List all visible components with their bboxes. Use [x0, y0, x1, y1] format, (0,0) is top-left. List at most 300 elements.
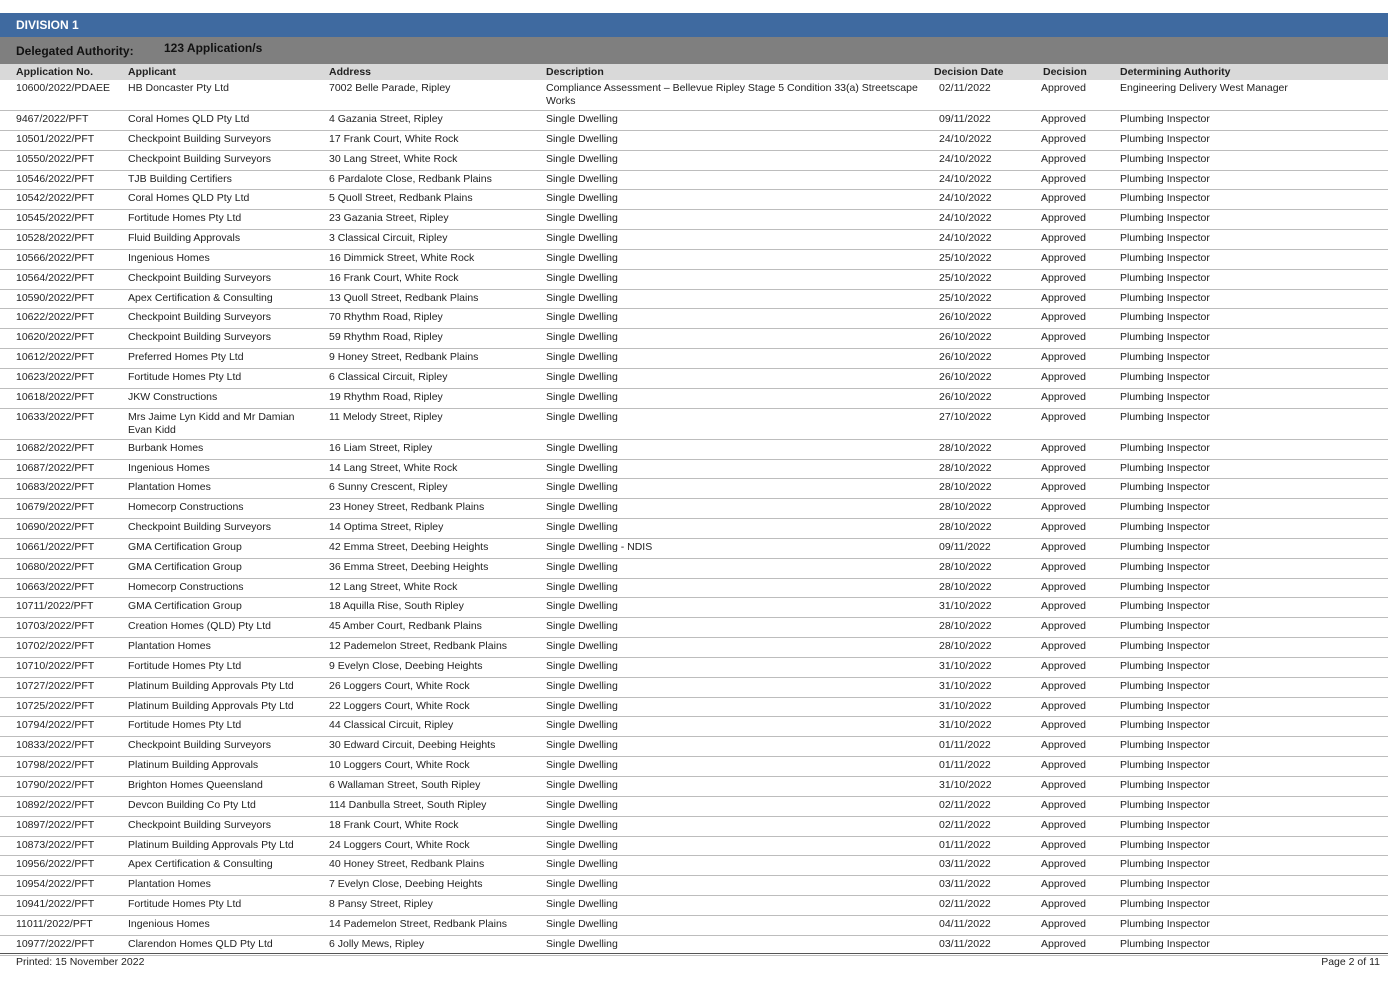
cell-application-no: 10663/2022/PFT: [16, 580, 95, 593]
cell-determining-authority: Plumbing Inspector: [1120, 192, 1210, 205]
cell-applicant: JKW Constructions: [128, 390, 218, 403]
cell-decision-date: 24/10/2022: [939, 212, 992, 225]
cell-determining-authority: Plumbing Inspector: [1120, 311, 1210, 324]
cell-decision-date: 28/10/2022: [939, 521, 992, 534]
cell-applicant: Fortitude Homes Pty Ltd: [128, 898, 242, 911]
cell-determining-authority: Plumbing Inspector: [1120, 898, 1210, 911]
cell-determining-authority: Plumbing Inspector: [1120, 540, 1210, 553]
cell-decision-date: 25/10/2022: [939, 271, 992, 284]
cell-decision: Approved: [1041, 192, 1086, 205]
cell-address: 19 Rhythm Road, Ripley: [329, 390, 443, 403]
cell-address: 40 Honey Street, Redbank Plains: [329, 858, 485, 871]
cell-applicant: Ingenious Homes: [128, 461, 210, 474]
cell-decision: Approved: [1041, 410, 1086, 423]
applications-table: [0, 80, 1388, 956]
cell-decision-date: 31/10/2022: [939, 719, 992, 732]
cell-determining-authority: Plumbing Inspector: [1120, 818, 1210, 831]
authority-header: [0, 37, 1388, 64]
cell-description: Single Dwelling: [546, 172, 618, 185]
cell-applicant: Checkpoint Building Surveyors: [128, 818, 271, 831]
table-row: [0, 916, 1388, 936]
cell-address: 22 Loggers Court, White Rock: [329, 699, 470, 712]
cell-decision-date: 09/11/2022: [939, 113, 991, 125]
cell-determining-authority: Plumbing Inspector: [1120, 699, 1210, 712]
cell-applicant: Checkpoint Building Surveyors: [128, 271, 271, 284]
cell-determining-authority: Plumbing Inspector: [1120, 291, 1210, 304]
cell-application-no: 10550/2022/PFT: [16, 152, 95, 165]
cell-description: Single Dwelling: [546, 600, 618, 613]
cell-application-no: 10790/2022/PFT: [16, 779, 95, 791]
table-row: [0, 171, 1388, 191]
cell-description: Single Dwelling: [546, 132, 618, 145]
cell-decision-date: 28/10/2022: [939, 640, 992, 653]
cell-determining-authority: Plumbing Inspector: [1120, 521, 1210, 534]
cell-description: Single Dwelling: [546, 271, 618, 284]
cell-description: Single Dwelling: [546, 779, 618, 791]
cell-applicant: Checkpoint Building Surveyors: [128, 311, 271, 324]
table-row: [0, 638, 1388, 658]
cell-determining-authority: Plumbing Inspector: [1120, 937, 1210, 950]
cell-determining-authority: Engineering Delivery West Manager: [1120, 82, 1288, 94]
table-row: [0, 797, 1388, 817]
cell-address: 7002 Belle Parade, Ripley: [329, 82, 451, 94]
cell-applicant: Clarendon Homes QLD Pty Ltd: [128, 937, 273, 950]
cell-decision: Approved: [1041, 441, 1086, 454]
cell-address: 26 Loggers Court, White Rock: [329, 679, 470, 692]
cell-determining-authority: Plumbing Inspector: [1120, 759, 1210, 772]
cell-determining-authority: Plumbing Inspector: [1120, 152, 1210, 165]
cell-decision: Approved: [1041, 560, 1086, 573]
table-row: [0, 876, 1388, 896]
cell-decision: Approved: [1041, 659, 1086, 672]
cell-address: 9 Evelyn Close, Deebing Heights: [329, 659, 483, 672]
cell-applicant: Homecorp Constructions: [128, 501, 244, 514]
cell-address: 4 Gazania Street, Ripley: [329, 113, 443, 125]
cell-application-no: 10623/2022/PFT: [16, 370, 95, 383]
cell-application-no: 10564/2022/PFT: [16, 271, 95, 284]
cell-description: Single Dwelling: [546, 560, 618, 573]
table-row: [0, 250, 1388, 270]
page-footer: [0, 953, 1388, 972]
cell-application-no: 10702/2022/PFT: [16, 640, 95, 653]
cell-decision-date: 24/10/2022: [939, 192, 992, 205]
cell-applicant: Platinum Building Approvals Pty Ltd: [128, 679, 294, 692]
cell-decision-date: 24/10/2022: [939, 132, 992, 145]
table-row: [0, 618, 1388, 638]
table-row: [0, 329, 1388, 349]
cell-decision-date: 02/11/2022: [939, 818, 991, 831]
table-row: [0, 479, 1388, 499]
cell-decision-date: 03/11/2022: [939, 878, 991, 891]
cell-description: Single Dwelling: [546, 739, 618, 752]
cell-description: Single Dwelling: [546, 311, 618, 324]
cell-applicant: Ingenious Homes: [128, 917, 210, 930]
cell-decision: Approved: [1041, 251, 1086, 264]
cell-description: Single Dwelling: [546, 838, 618, 851]
cell-application-no: 10727/2022/PFT: [16, 679, 95, 692]
cell-applicant: Fortitude Homes Pty Ltd: [128, 370, 242, 383]
cell-description: Single Dwelling: [546, 501, 618, 514]
cell-decision-date: 01/11/2022: [939, 838, 991, 851]
cell-application-no: 10977/2022/PFT: [16, 937, 95, 950]
cell-decision-date: 03/11/2022: [939, 858, 991, 871]
cell-application-no: 10528/2022/PFT: [16, 232, 95, 245]
cell-decision-date: 25/10/2022: [939, 251, 992, 264]
cell-description: Single Dwelling: [546, 858, 618, 871]
column-header-description: Description: [546, 66, 604, 78]
cell-description: Single Dwelling: [546, 461, 618, 474]
cell-determining-authority: Plumbing Inspector: [1120, 858, 1210, 871]
table-row: [0, 210, 1388, 230]
table-row: [0, 460, 1388, 480]
cell-decision-date: 26/10/2022: [939, 370, 992, 383]
table-row: [0, 270, 1388, 290]
table-row: [0, 817, 1388, 837]
cell-address: 23 Honey Street, Redbank Plains: [329, 501, 485, 514]
table-row: [0, 190, 1388, 210]
cell-application-no: 10683/2022/PFT: [16, 481, 95, 494]
cell-description: Single Dwelling: [546, 410, 618, 423]
cell-description: Single Dwelling - NDIS: [546, 540, 653, 553]
cell-address: 13 Quoll Street, Redbank Plains: [329, 291, 479, 304]
cell-applicant: Mrs Jaime Lyn Kidd and Mr Damian Evan Kidd: [128, 410, 295, 436]
cell-description: Single Dwelling: [546, 370, 618, 383]
cell-decision-date: 31/10/2022: [939, 679, 992, 692]
printed-date: Printed: 15 November 2022: [16, 956, 145, 968]
table-row: [0, 598, 1388, 618]
cell-decision: Approved: [1041, 937, 1086, 950]
cell-address: 7 Evelyn Close, Deebing Heights: [329, 878, 483, 891]
cell-application-no: 10892/2022/PFT: [16, 798, 95, 811]
cell-determining-authority: Plumbing Inspector: [1120, 620, 1210, 633]
cell-determining-authority: Plumbing Inspector: [1120, 232, 1210, 245]
cell-applicant: Checkpoint Building Surveyors: [128, 152, 271, 165]
table-row: [0, 579, 1388, 599]
cell-decision-date: 24/10/2022: [939, 232, 992, 245]
cell-decision-date: 31/10/2022: [939, 659, 992, 672]
cell-application-no: 10679/2022/PFT: [16, 501, 95, 514]
cell-decision: Approved: [1041, 540, 1086, 553]
cell-address: 30 Lang Street, White Rock: [329, 152, 458, 165]
table-row: [0, 777, 1388, 797]
cell-decision: Approved: [1041, 232, 1086, 245]
application-count: 123 Application/s: [164, 41, 263, 55]
cell-decision-date: 02/11/2022: [939, 898, 991, 911]
cell-application-no: 10725/2022/PFT: [16, 699, 95, 712]
cell-address: 14 Lang Street, White Rock: [329, 461, 458, 474]
cell-address: 3 Classical Circuit, Ripley: [329, 232, 448, 245]
table-row: [0, 519, 1388, 539]
cell-application-no: 10618/2022/PFT: [16, 390, 95, 403]
cell-address: 18 Frank Court, White Rock: [329, 818, 459, 831]
cell-address: 5 Quoll Street, Redbank Plains: [329, 192, 473, 205]
column-header-applicant: Applicant: [128, 66, 176, 78]
cell-applicant: Homecorp Constructions: [128, 580, 244, 593]
cell-decision-date: 28/10/2022: [939, 481, 992, 494]
cell-decision-date: 01/11/2022: [939, 739, 991, 752]
table-row: [0, 349, 1388, 369]
cell-applicant: Platinum Building Approvals Pty Ltd: [128, 838, 294, 851]
cell-determining-authority: Plumbing Inspector: [1120, 739, 1210, 752]
cell-determining-authority: Plumbing Inspector: [1120, 172, 1210, 185]
table-row: [0, 290, 1388, 310]
cell-decision-date: 28/10/2022: [939, 461, 992, 474]
cell-decision-date: 28/10/2022: [939, 560, 992, 573]
cell-description: Single Dwelling: [546, 898, 618, 911]
cell-description: Single Dwelling: [546, 818, 618, 831]
cell-decision-date: 31/10/2022: [939, 699, 992, 712]
cell-decision-date: 25/10/2022: [939, 291, 992, 304]
cell-address: 24 Loggers Court, White Rock: [329, 838, 470, 851]
cell-address: 11 Melody Street, Ripley: [329, 410, 443, 423]
cell-description: Single Dwelling: [546, 113, 618, 125]
cell-decision: Approved: [1041, 291, 1086, 304]
cell-decision: Approved: [1041, 113, 1086, 125]
cell-address: 42 Emma Street, Deebing Heights: [329, 540, 489, 553]
cell-address: 6 Sunny Crescent, Ripley: [329, 481, 448, 494]
cell-decision-date: 02/11/2022: [939, 82, 991, 94]
cell-description: Single Dwelling: [546, 481, 618, 494]
cell-address: 12 Lang Street, White Rock: [329, 580, 458, 593]
cell-application-no: 10703/2022/PFT: [16, 620, 95, 633]
division-header: [0, 13, 1388, 37]
table-row: [0, 309, 1388, 329]
authority-label: Delegated Authority:: [16, 44, 134, 58]
cell-address: 6 Wallaman Street, South Ripley: [329, 779, 481, 791]
cell-decision-date: 24/10/2022: [939, 172, 992, 185]
cell-application-no: 10542/2022/PFT: [16, 192, 95, 205]
cell-applicant: Plantation Homes: [128, 481, 211, 494]
cell-determining-authority: Plumbing Inspector: [1120, 580, 1210, 593]
cell-determining-authority: Plumbing Inspector: [1120, 917, 1210, 930]
cell-description: Single Dwelling: [546, 917, 618, 930]
cell-determining-authority: Plumbing Inspector: [1120, 390, 1210, 403]
cell-decision: Approved: [1041, 461, 1086, 474]
cell-applicant: Fluid Building Approvals: [128, 232, 241, 245]
cell-decision-date: 31/10/2022: [939, 779, 992, 791]
table-row: [0, 440, 1388, 460]
cell-decision-date: 09/11/2022: [939, 540, 991, 553]
cell-determining-authority: Plumbing Inspector: [1120, 798, 1210, 811]
cell-address: 23 Gazania Street, Ripley: [329, 212, 449, 225]
cell-application-no: 10897/2022/PFT: [16, 818, 95, 831]
cell-decision: Approved: [1041, 521, 1086, 534]
cell-decision: Approved: [1041, 838, 1086, 851]
cell-decision: Approved: [1041, 640, 1086, 653]
cell-decision: Approved: [1041, 351, 1086, 364]
cell-address: 16 Frank Court, White Rock: [329, 271, 459, 284]
cell-address: 44 Classical Circuit, Ripley: [329, 719, 454, 732]
column-header-address: Address: [329, 66, 372, 78]
cell-decision: Approved: [1041, 699, 1086, 712]
cell-decision: Approved: [1041, 600, 1086, 613]
cell-address: 12 Pademelon Street, Redbank Plains: [329, 640, 508, 653]
cell-applicant: Creation Homes (QLD) Pty Ltd: [128, 620, 271, 633]
cell-decision-date: 28/10/2022: [939, 620, 992, 633]
cell-description: Single Dwelling: [546, 759, 618, 772]
cell-determining-authority: Plumbing Inspector: [1120, 719, 1210, 732]
cell-determining-authority: Plumbing Inspector: [1120, 370, 1210, 383]
cell-address: 6 Classical Circuit, Ripley: [329, 370, 448, 383]
table-row: [0, 559, 1388, 579]
cell-application-no: 10661/2022/PFT: [16, 540, 95, 553]
cell-applicant: TJB Building Certifiers: [128, 172, 232, 185]
cell-decision: Approved: [1041, 481, 1086, 494]
cell-decision: Approved: [1041, 858, 1086, 871]
cell-determining-authority: Plumbing Inspector: [1120, 878, 1210, 891]
cell-applicant: Apex Certification & Consulting: [128, 291, 273, 304]
cell-application-no: 10501/2022/PFT: [16, 132, 95, 145]
cell-applicant: Devcon Building Co Pty Ltd: [128, 798, 256, 811]
cell-description: Single Dwelling: [546, 251, 618, 264]
cell-determining-authority: Plumbing Inspector: [1120, 659, 1210, 672]
cell-decision-date: 26/10/2022: [939, 331, 992, 344]
cell-applicant: Plantation Homes: [128, 640, 211, 653]
cell-determining-authority: Plumbing Inspector: [1120, 560, 1210, 573]
cell-applicant: GMA Certification Group: [128, 600, 242, 613]
cell-application-no: 10633/2022/PFT: [16, 410, 95, 423]
cell-description: Single Dwelling: [546, 212, 618, 225]
cell-determining-authority: Plumbing Inspector: [1120, 501, 1210, 514]
cell-decision: Approved: [1041, 818, 1086, 831]
cell-decision-date: 28/10/2022: [939, 501, 992, 514]
table-row: [0, 737, 1388, 757]
cell-decision: Approved: [1041, 152, 1086, 165]
cell-decision: Approved: [1041, 878, 1086, 891]
cell-decision: Approved: [1041, 212, 1086, 225]
cell-applicant: HB Doncaster Pty Ltd: [128, 82, 229, 94]
cell-application-no: 10546/2022/PFT: [16, 172, 95, 185]
cell-description: Single Dwelling: [546, 331, 618, 344]
cell-applicant: Coral Homes QLD Pty Ltd: [128, 192, 250, 205]
cell-application-no: 10956/2022/PFT: [16, 858, 95, 871]
cell-decision: Approved: [1041, 719, 1086, 732]
cell-application-no: 10600/2022/PDAEE: [16, 82, 110, 94]
cell-application-no: 10941/2022/PFT: [16, 898, 95, 911]
cell-applicant: Apex Certification & Consulting: [128, 858, 273, 871]
table-row: [0, 131, 1388, 151]
cell-decision-date: 27/10/2022: [939, 410, 992, 423]
cell-applicant: Brighton Homes Queensland: [128, 779, 263, 791]
cell-decision: Approved: [1041, 759, 1086, 772]
cell-applicant: Ingenious Homes: [128, 251, 210, 264]
table-row: [0, 757, 1388, 777]
cell-address: 18 Aquilla Rise, South Ripley: [329, 600, 464, 613]
cell-description: Single Dwelling: [546, 521, 618, 534]
table-row: [0, 837, 1388, 857]
cell-determining-authority: Plumbing Inspector: [1120, 779, 1210, 791]
cell-application-no: 10711/2022/PFT: [16, 600, 94, 613]
cell-application-no: 9467/2022/PFT: [16, 113, 89, 125]
cell-address: 114 Danbulla Street, South Ripley: [329, 798, 487, 811]
table-row: [0, 896, 1388, 916]
cell-description: Single Dwelling: [546, 351, 618, 364]
cell-description: Single Dwelling: [546, 719, 618, 732]
cell-description: Single Dwelling: [546, 291, 618, 304]
cell-applicant: Platinum Building Approvals Pty Ltd: [128, 699, 294, 712]
cell-decision-date: 26/10/2022: [939, 390, 992, 403]
cell-description: Single Dwelling: [546, 152, 618, 165]
cell-application-no: 10954/2022/PFT: [16, 878, 95, 891]
table-row: [0, 658, 1388, 678]
cell-determining-authority: Plumbing Inspector: [1120, 600, 1210, 613]
cell-application-no: 11011/2022/PFT: [16, 917, 93, 930]
cell-description: Single Dwelling: [546, 679, 618, 692]
cell-description: Single Dwelling: [546, 620, 618, 633]
cell-decision-date: 01/11/2022: [939, 759, 991, 772]
cell-decision-date: 04/11/2022: [939, 917, 991, 930]
cell-address: 30 Edward Circuit, Deebing Heights: [329, 739, 496, 752]
cell-applicant: Checkpoint Building Surveyors: [128, 132, 271, 145]
cell-decision: Approved: [1041, 82, 1086, 94]
column-header-decision-date: Decision Date: [934, 66, 1004, 78]
column-header-application-no: Application No.: [16, 66, 93, 78]
cell-description: Single Dwelling: [546, 390, 618, 403]
cell-decision: Approved: [1041, 739, 1086, 752]
cell-address: 8 Pansy Street, Ripley: [329, 898, 433, 911]
cell-description: Single Dwelling: [546, 640, 618, 653]
table-row: [0, 369, 1388, 389]
cell-decision-date: 28/10/2022: [939, 580, 992, 593]
cell-decision-date: 24/10/2022: [939, 152, 992, 165]
table-row: [0, 409, 1388, 440]
table-row: [0, 80, 1388, 111]
cell-address: 36 Emma Street, Deebing Heights: [329, 560, 489, 573]
cell-address: 45 Amber Court, Redbank Plains: [329, 620, 482, 633]
cell-application-no: 10620/2022/PFT: [16, 331, 95, 344]
cell-address: 17 Frank Court, White Rock: [329, 132, 459, 145]
cell-application-no: 10566/2022/PFT: [16, 251, 95, 264]
cell-description: Compliance Assessment – Bellevue Ripley Stage 5 Condition 33(a) Streetscape Works: [546, 82, 918, 107]
cell-applicant: Platinum Building Approvals: [128, 759, 259, 772]
cell-application-no: 10622/2022/PFT: [16, 311, 95, 324]
table-row: [0, 389, 1388, 409]
cell-address: 59 Rhythm Road, Ripley: [329, 331, 443, 344]
page-number: Page 2 of 11: [1321, 956, 1380, 968]
cell-address: 6 Jolly Mews, Ripley: [329, 937, 425, 950]
cell-application-no: 10710/2022/PFT: [16, 659, 95, 672]
cell-description: Single Dwelling: [546, 659, 618, 672]
cell-decision: Approved: [1041, 311, 1086, 324]
cell-determining-authority: Plumbing Inspector: [1120, 132, 1210, 145]
cell-applicant: GMA Certification Group: [128, 560, 242, 573]
table-row: [0, 717, 1388, 737]
cell-address: 16 Dimmick Street, White Rock: [329, 251, 475, 264]
cell-application-no: 10833/2022/PFT: [16, 739, 95, 752]
cell-decision: Approved: [1041, 501, 1086, 514]
cell-applicant: Checkpoint Building Surveyors: [128, 331, 271, 344]
table-row: [0, 151, 1388, 171]
cell-decision-date: 02/11/2022: [939, 798, 991, 811]
column-header-determining-authority: Determining Authority: [1120, 66, 1231, 78]
table-row: [0, 698, 1388, 718]
cell-determining-authority: Plumbing Inspector: [1120, 271, 1210, 284]
division-title: DIVISION 1: [16, 18, 79, 32]
cell-determining-authority: Plumbing Inspector: [1120, 481, 1210, 494]
cell-applicant: Preferred Homes Pty Ltd: [128, 351, 244, 364]
cell-determining-authority: Plumbing Inspector: [1120, 640, 1210, 653]
cell-determining-authority: Plumbing Inspector: [1120, 212, 1210, 225]
cell-determining-authority: Plumbing Inspector: [1120, 410, 1210, 423]
cell-application-no: 10687/2022/PFT: [16, 461, 95, 474]
cell-decision-date: 31/10/2022: [939, 600, 992, 613]
cell-decision: Approved: [1041, 580, 1086, 593]
cell-description: Single Dwelling: [546, 441, 618, 454]
cell-applicant: Plantation Homes: [128, 878, 211, 891]
cell-address: 70 Rhythm Road, Ripley: [329, 311, 443, 324]
cell-decision: Approved: [1041, 390, 1086, 403]
cell-decision: Approved: [1041, 271, 1086, 284]
